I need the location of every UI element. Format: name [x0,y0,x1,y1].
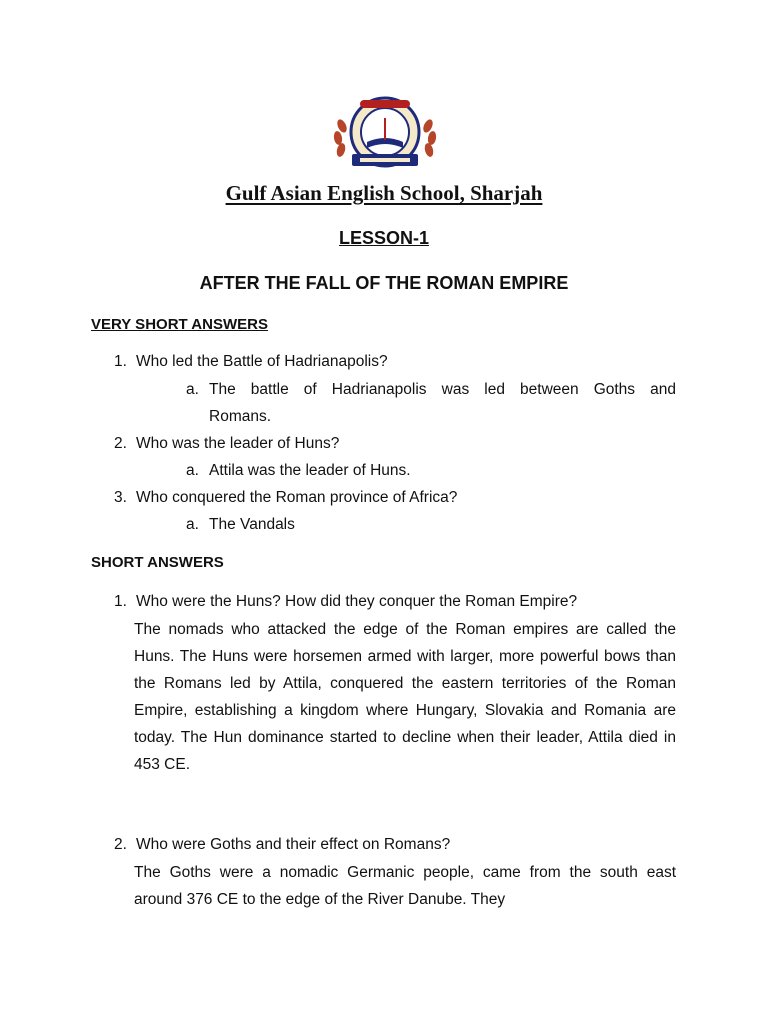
question-number: 3. [114,489,127,506]
answer-paragraph: The Goths were a nomadic Germanic people, came from the south east around 376 CE to the edge of the River Danube. They [134,864,676,908]
answer-text: The Vandals [209,516,295,533]
short-answers-heading: SHORT ANSWERS [91,554,224,571]
question-text: Who led the Battle of Hadrianapolis? [136,353,388,370]
very-short-heading: VERY SHORT ANSWERS [91,316,268,333]
question-number: 2. [114,836,127,853]
question-number: 2. [114,435,127,452]
answer-label: a. [186,516,199,533]
answer-paragraph: The nomads who attacked the edge of the Roman empires are called the Huns. The Huns were horsemen armed with larger, more powerful bows than the Romans led by Attila, conquered the eastern territories of the Roman Empire, establishing a kingdom where Hungary, Slovakia and Romania are today. The Hun dominance started to decline when their leader, Attila died in 453 CE. [134,621,676,773]
question-text: Who was the leader of Huns? [136,435,340,452]
question-text: Who were Goths and their effect on Romans? [136,836,451,853]
question-number: 1. [114,593,127,610]
lesson-heading: LESSON-1 [338,228,430,248]
question-number: 1. [114,353,127,370]
answer-text-continued: Romans. [209,408,272,425]
lesson-title: AFTER THE FALL OF THE ROMAN EMPIRE [199,273,569,293]
answer-text: The battle of Hadrianapolis was led between Goths and [209,381,676,398]
question-text: Who were the Huns? How did they conquer the Roman Empire? [136,593,578,610]
school-logo [330,96,440,172]
answer-label: a. [186,381,199,398]
answer-text: Attila was the leader of Huns. [209,462,411,479]
answer-label: a. [186,462,199,479]
school-name: Gulf Asian English School, Sharjah [225,181,543,205]
question-text: Who conquered the Roman province of Africa? [136,489,458,506]
